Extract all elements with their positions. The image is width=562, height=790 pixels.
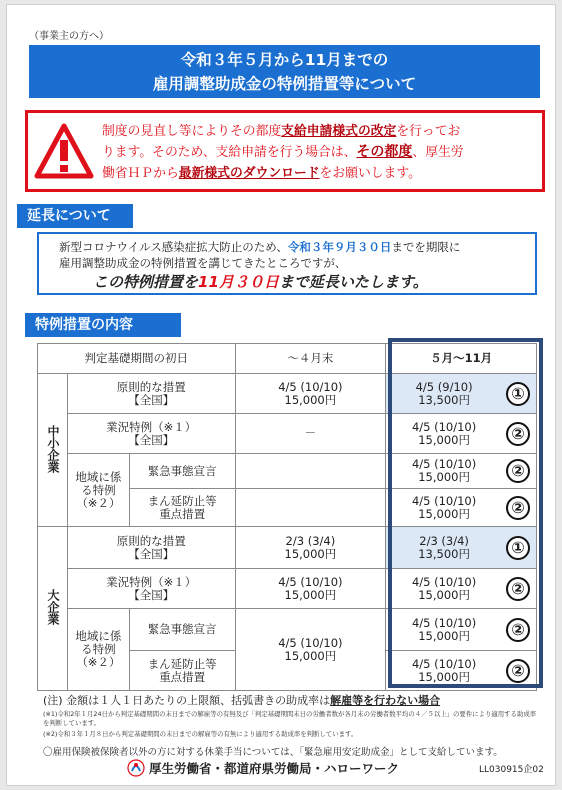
measure-name: 業況特例（※１） — [106, 574, 197, 589]
measure-name: 原則的な措置 — [116, 533, 186, 548]
before-rate: 4/5 (10/10) — [278, 379, 343, 394]
warning-text-3: を行ってお — [396, 124, 461, 139]
after-cell — [386, 527, 537, 569]
header-until-april: ～４月末 — [235, 344, 386, 374]
circle-mark: ② — [506, 496, 530, 520]
extension-deadline: 令和３年９月３０日 — [287, 240, 392, 254]
before-cell — [235, 374, 386, 414]
circle-mark: ② — [506, 618, 530, 642]
other-note: 〇雇用保険被保険者以外の方に対する休業手当については、「緊急雇用安定助成金」として支給しています。 — [43, 747, 503, 758]
measure-cell: 緊急事態宣言 — [129, 609, 235, 651]
measure-scope: 重点措置 — [159, 669, 206, 684]
table-header-row — [38, 344, 537, 374]
extension-box — [37, 232, 537, 295]
after-rate: 4/5 (10/10) — [411, 656, 477, 671]
sme-label-text: 中小企業 — [45, 424, 60, 473]
measure-name: まん延防止等 — [147, 656, 217, 671]
warning-emphasis-each-time: その都度 — [356, 144, 413, 160]
warning-emphasis-download: 最新様式のダウンロード — [178, 166, 320, 181]
warning-text-9: をお願いします。 — [319, 166, 421, 181]
measure-scope: 【全国】 — [128, 587, 175, 602]
warning-box — [25, 110, 545, 192]
before-cell — [235, 489, 386, 527]
measures-heading: 特例措置の内容 — [25, 313, 181, 337]
header-basis: 判定基礎期間の初日 — [38, 344, 236, 374]
extension-text-a: 新型コロナウイルス感染症拡大防止のため、 — [59, 240, 288, 254]
before-rate: 4/5 (10/10) — [278, 635, 343, 650]
measure-cell — [129, 489, 235, 527]
after-rate: 4/5 (10/10) — [411, 493, 477, 508]
after-amount: 15,000円 — [418, 506, 470, 521]
after-amount: 15,000円 — [418, 669, 470, 684]
after-cell — [386, 454, 537, 489]
extension-announcement — [59, 274, 535, 290]
circle-mark: ② — [506, 577, 530, 601]
after-cell — [386, 414, 537, 454]
table-row — [38, 454, 537, 489]
table-row — [38, 374, 537, 414]
measure-scope: 【全国】 — [128, 392, 175, 407]
after-cell — [386, 651, 537, 691]
circle-mark: ① — [506, 536, 530, 560]
before-amount: 15,000円 — [284, 392, 337, 407]
after-rate: 4/5 (10/10) — [411, 419, 477, 434]
warning-text-4: ります。そのため、支給申請を行う場合は、 — [102, 145, 357, 160]
before-cell — [235, 527, 386, 569]
after-cell — [386, 609, 537, 651]
footnote-2: (※2)令和３年１月８日から判定基礎期間の末日までの解雇等の有無により適用する助成率を判断しています。 — [43, 730, 358, 738]
measure-name: まん延防止等 — [147, 493, 217, 508]
amount-note — [43, 692, 440, 708]
regional-label-text: 地域に係る特例（※２） — [75, 629, 122, 669]
footer-organization: 厚生労働省・都道府県労働局・ハローワーク — [149, 761, 400, 776]
measure-cell: 緊急事態宣言 — [129, 454, 235, 489]
circle-mark: ① — [506, 382, 530, 406]
footnote-1: (※1)令和2年１月24日から判定基礎期間の末日までの解雇等の有無及び「判定基礎期間末日の労働者数が各月末の労働者数平均の４／５以上」の要件により適用する助成率を判断しています。 — [43, 710, 537, 727]
measure-cell — [67, 374, 235, 414]
circle-mark: ② — [506, 422, 530, 446]
footer-code: LL030915企02 — [479, 765, 544, 775]
regional-label — [67, 454, 129, 527]
after-rate: 4/5 (9/10) — [415, 379, 473, 394]
before-amount: 15,000円 — [284, 648, 337, 663]
after-amount: 13,500円 — [418, 546, 470, 561]
audience-label: （事業主の方へ） — [29, 31, 109, 42]
after-cell — [386, 569, 537, 609]
measure-name: 原則的な措置 — [116, 379, 186, 394]
after-amount: 15,000円 — [418, 587, 470, 602]
before-amount: 15,000円 — [284, 546, 337, 561]
measure-scope: 【全国】 — [128, 546, 175, 561]
header-may-nov: ５月～11月 — [386, 344, 537, 374]
measure-cell — [67, 527, 235, 569]
after-amount: 15,000円 — [418, 470, 470, 484]
measure-cell — [67, 569, 235, 609]
warning-text-6: 、厚生労 — [412, 145, 464, 160]
after-rate: 2/3 (3/4) — [419, 533, 469, 548]
amount-note-text: (注) 金額は１人１日あたりの上限額、括弧書きの助成率は — [43, 694, 331, 707]
measure-scope: 【全国】 — [128, 432, 175, 447]
measure-scope: 重点措置 — [159, 506, 206, 521]
extension-text-c: までを期限に — [391, 240, 461, 254]
table-row — [38, 414, 537, 454]
warning-text-7: 働省ＨＰから — [102, 166, 179, 181]
before-cell: － — [235, 414, 386, 454]
after-rate: 4/5 (10/10) — [411, 574, 477, 589]
warning-triangle-icon — [34, 123, 94, 179]
measures-table — [37, 343, 537, 691]
ministry-logo-icon — [127, 759, 145, 777]
warning-text-1: 制度の見直し等によりその都度 — [102, 124, 282, 139]
amount-note-emphasis: 解雇等を行わない場合 — [330, 694, 441, 707]
warning-text — [102, 121, 540, 184]
circle-mark: ② — [506, 459, 530, 483]
after-cell — [386, 489, 537, 527]
before-rate: 2/3 (3/4) — [285, 533, 336, 548]
before-rate: 4/5 (10/10) — [278, 574, 343, 589]
warning-emphasis-form: 支給申請様式の改定 — [281, 124, 397, 139]
extension-new-deadline: 11月３０日 — [198, 273, 279, 291]
circle-mark: ② — [506, 659, 530, 683]
extension-heading: 延長について — [17, 204, 133, 228]
leaflet-page — [6, 4, 556, 786]
after-amount: 13,500円 — [418, 392, 470, 407]
table-row — [38, 569, 537, 609]
before-cell — [235, 569, 386, 609]
extension-big-a: この特例措置を — [93, 273, 199, 291]
sme-label — [38, 374, 68, 527]
after-amount: 15,000円 — [418, 628, 470, 643]
measure-name: 業況特例（※１） — [106, 419, 197, 434]
before-amount: 15,000円 — [284, 587, 337, 602]
title-banner — [29, 45, 540, 98]
measure-cell — [129, 651, 235, 691]
extension-big-c: まで延長いたします。 — [278, 273, 428, 291]
after-amount: 15,000円 — [418, 432, 470, 447]
after-rate: 4/5 (10/10) — [411, 457, 477, 471]
large-label — [38, 527, 68, 691]
before-cell — [235, 609, 386, 691]
regional-label — [67, 609, 129, 691]
regional-label-text: 地域に係る特例（※２） — [75, 469, 122, 510]
extension-line-1 — [59, 239, 535, 255]
before-cell — [235, 454, 386, 489]
title-line-1: 令和３年５月から11月までの — [180, 51, 389, 69]
title-line-2: 雇用調整助成金の特例措置等について — [152, 75, 417, 93]
table-row — [38, 527, 537, 569]
large-label-text: 大企業 — [45, 589, 60, 625]
table-row — [38, 609, 537, 651]
measure-cell — [67, 414, 235, 454]
after-cell — [386, 374, 537, 414]
after-rate: 4/5 (10/10) — [411, 615, 477, 630]
extension-line-2: 雇用調整助成金の特例措置を講じてきたところですが、 — [59, 256, 347, 270]
